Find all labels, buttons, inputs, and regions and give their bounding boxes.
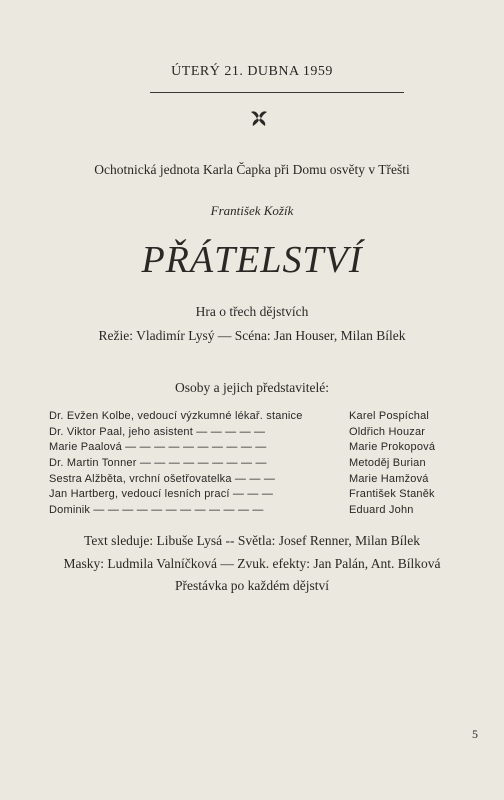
floral-ornament-icon xyxy=(248,108,270,128)
cast-role: Sestra Alžběta, vrchní ošetřovatelka — — — xyxy=(49,472,276,485)
play-subtitle: Hra o třech dějstvích xyxy=(195,304,309,319)
performance-date: ÚTERÝ 21. DUBNA 1959 xyxy=(171,64,333,79)
cast-row xyxy=(49,473,469,489)
cast-row xyxy=(49,441,469,457)
cast-role: Dr. Evžen Kolbe, vedoucí výzkumné lékař. stanice xyxy=(49,410,303,422)
cast-role: Marie Paalová — — — — — — — — — — xyxy=(49,441,267,454)
cast-actor: Karel Pospíchal xyxy=(349,410,430,422)
play-title: PŘÁTELSTVÍ xyxy=(141,239,363,281)
header-rule xyxy=(150,92,404,93)
page-number: 5 xyxy=(472,727,478,741)
cast-list xyxy=(49,410,469,520)
credits-line-masks-sound: Masky: Ludmila Valníčková — Zvuk. efekty: Jan Palán, Ant. Bílková xyxy=(63,556,441,571)
cast-actor: Eduard John xyxy=(349,504,414,517)
cast-role: Dr. Martin Tonner — — — — — — — — — xyxy=(49,457,267,470)
cast-role: Dominik — — — — — — — — — — — — xyxy=(49,504,264,517)
cast-row xyxy=(49,488,469,504)
cast-row xyxy=(49,457,469,473)
organization-line: Ochotnická jednota Karla Čapka při Domu osvěty v Třešti xyxy=(94,162,410,177)
author-name: František Kožík xyxy=(210,203,294,218)
cast-heading: Osoby a jejich představitelé: xyxy=(174,380,330,395)
direction-line: Režie: Vladimír Lysý — Scéna: Jan Houser, Milan Bílek xyxy=(98,328,406,343)
cast-actor: František Staněk xyxy=(349,488,435,501)
cast-actor: Marie Prokopová xyxy=(349,441,436,454)
cast-role: Dr. Viktor Paal, jeho asistent — — — — — xyxy=(49,425,266,438)
intermission-note: Přestávka po každém dějství xyxy=(174,578,330,593)
cast-row xyxy=(49,504,469,520)
cast-row xyxy=(49,410,469,426)
cast-row xyxy=(49,426,469,442)
cast-actor: Oldřich Houzar xyxy=(349,425,426,438)
cast-actor: Marie Hamžová xyxy=(349,472,429,485)
cast-role: Jan Hartberg, vedoucí lesních prací — — — xyxy=(49,488,274,501)
cast-actor: Metoděj Burian xyxy=(349,457,426,470)
credits-line-text-lighting: Text sleduje: Libuše Lysá -- Světla: Josef Renner, Milan Bílek xyxy=(84,533,420,548)
